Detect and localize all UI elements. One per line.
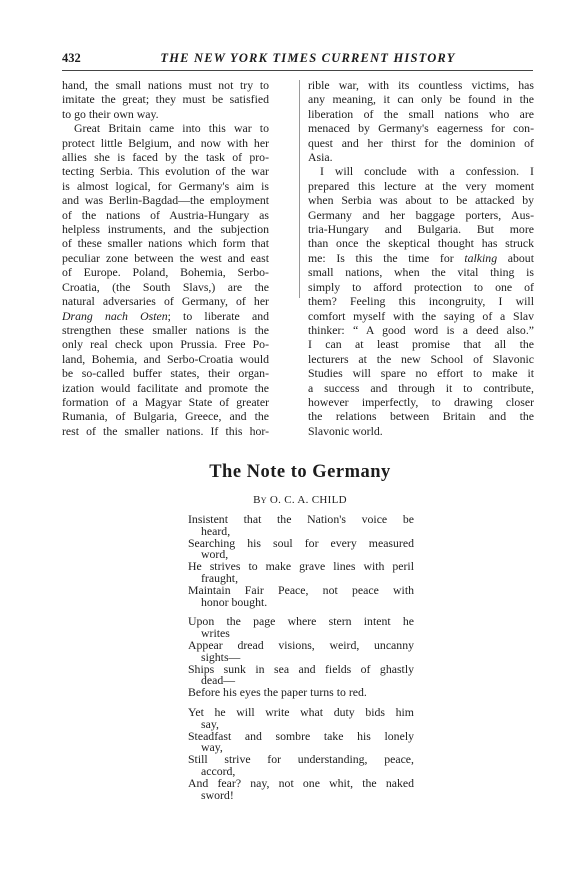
column-divider [299, 80, 300, 298]
text-line: tria-Hungary and Bulgaria. But more [308, 222, 534, 237]
poem-line: He strives to make grave lines with peril [188, 559, 414, 574]
poem-line-continuation: word, [201, 547, 229, 562]
text-line: them? Feeling this incongruity, I will [308, 294, 534, 309]
text-line: and was Berlin-Bagdad—the employment [62, 193, 269, 208]
text-line: than once the skeptical thought has struck [308, 236, 534, 251]
poem-line: Maintain Fair Peace, not peace with [188, 582, 414, 597]
poem-stanza [188, 704, 414, 802]
text-line: of these smaller nations which form that [62, 236, 269, 251]
poem-author: O. C. A. CHILD [269, 494, 347, 506]
text-line: when Serbia was about to be attacked by [308, 193, 534, 208]
article-column-left [62, 78, 269, 438]
poem-line: Before his eyes the paper turns to red. [188, 685, 367, 700]
poem-stanza [188, 616, 414, 699]
poem-byline [150, 494, 450, 506]
article-column-right [308, 78, 534, 438]
poem-line: And fear? nay, not one whit, the naked [188, 775, 414, 790]
emphasized-text: Drang nach Osten [62, 308, 168, 323]
text-line: only real check upon Prussia. Free Po- [62, 337, 269, 352]
poem-line-continuation: honor bought. [201, 594, 268, 609]
poem-title: The Note to Germany [209, 462, 391, 482]
text-line: to go their own way. [62, 106, 159, 121]
text-line: rest of the smaller nations. If this hor- [62, 423, 269, 438]
text-line: hand, the small nations must not try to [62, 78, 269, 92]
byline-prefix: By [253, 494, 267, 506]
poem-line: Upon the page where stern intent he [188, 614, 414, 629]
text-line: of the nations of Austria-Hungary as [62, 207, 269, 222]
poem-line-continuation: sword! [201, 787, 234, 802]
emphasized-text: talking [464, 250, 498, 265]
text-line: Slavonic world. [308, 423, 383, 438]
page-number: 432 [62, 51, 81, 65]
text-line: Asia. [308, 150, 333, 165]
text-line: simply to afford protection to one of [308, 279, 534, 294]
poem-line-continuation: dead— [201, 673, 236, 688]
text-line: Germany and her baggage porters, Aus- [308, 207, 534, 222]
text-line: imitate the great; they must be satisfied [62, 92, 269, 107]
journal-title: THE NEW YORK TIMES CURRENT HISTORY [160, 51, 456, 65]
text-line: strengthen these smaller nations is the [62, 322, 269, 337]
poem-line: Yet he will write what duty bids him [188, 704, 414, 719]
text-line: prepared this lecture at the very moment [308, 178, 534, 193]
text-line: protect little Belgium, and now with her [62, 135, 269, 150]
poem-line: Ships sunk in sea and fields of ghastly [188, 661, 414, 676]
text-line: of Europe. Poland, Bohemia, Serbo- [62, 265, 269, 280]
poem-line-continuation: sights— [201, 649, 241, 664]
poem-line-continuation: fraught, [201, 570, 239, 585]
text-line: thinker: “ A good word is a deed also.” [308, 322, 534, 337]
text-line: a success and through it to contribute, [308, 380, 534, 395]
text-line: Great Britain came into this war to [74, 121, 269, 136]
poem-line-continuation: heard, [201, 523, 231, 538]
poem-line: Still strive for understanding, peace, [188, 752, 414, 767]
text-line: I can at least promise that all the [308, 337, 534, 352]
text-line: natural adversaries of Germany, of her [62, 294, 269, 309]
poem-line: Appear dread visions, weird, uncanny [188, 637, 414, 652]
poem-line-continuation: accord, [201, 763, 236, 778]
text-line: I will conclude with a confession. I [320, 164, 534, 179]
text-line: is almost logical, for Germany's aim is [62, 178, 269, 193]
text-line: the relations between Britain and the [308, 409, 534, 424]
text-line: liberation of the small nations who are [308, 106, 534, 121]
text-line: be so-called buffer states, their organ- [62, 366, 269, 381]
text-line: peculiar zone between the west and east [62, 250, 269, 265]
text-line: any meaning, it can only be found in the [308, 92, 534, 107]
text-line: ization would facilitate and promote the [62, 380, 269, 395]
text-line: tecting Serbia. This evolution of the war [62, 164, 269, 179]
poem-line-continuation: way, [201, 740, 223, 755]
text-line: Rumania, of Bulgaria, Greece, and the [62, 409, 269, 424]
text-line: Croatia, (the South Slavs,) are the [62, 279, 269, 294]
text-line: Drang nach Osten; to liberate and [62, 308, 269, 323]
poem-line-continuation: writes [201, 626, 230, 641]
text-line: however imperfectly, to drawing closer [308, 394, 534, 409]
text-line: land, Bohemia, and Serbo-Croatia would [62, 351, 269, 366]
text-line: Studies will spare no effort to make it [308, 366, 534, 381]
text-line: menaced by Germany's eagerness for con- [308, 121, 534, 136]
header-rule [62, 70, 533, 71]
poem-line: Searching his soul for every measured [188, 535, 414, 550]
text-line: me: Is this the time for talking about [308, 250, 534, 265]
text-line: quest and her thirst for the dominion of [308, 135, 534, 150]
text-line: lecturers at the new School of Slavonic [308, 351, 534, 366]
poem-stanza [188, 514, 414, 608]
text-line: allies she is faced by the task of pro- [62, 150, 269, 165]
poem-line-continuation: say, [201, 716, 219, 731]
text-line: helpless instruments, and the subjection [62, 222, 269, 237]
poem-line: Steadfast and sombre take his lonely [188, 728, 414, 743]
text-line: small nations, when the vital thing is [308, 265, 534, 280]
text-line: formation of a Magyar State of greater [62, 394, 269, 409]
text-line: rible war, with its countless victims, has [308, 78, 534, 92]
poem-body [188, 514, 414, 809]
poem-line: Insistent that the Nation's voice be [188, 512, 414, 526]
text-line: comfort myself with the saying of a Slav [308, 308, 534, 323]
